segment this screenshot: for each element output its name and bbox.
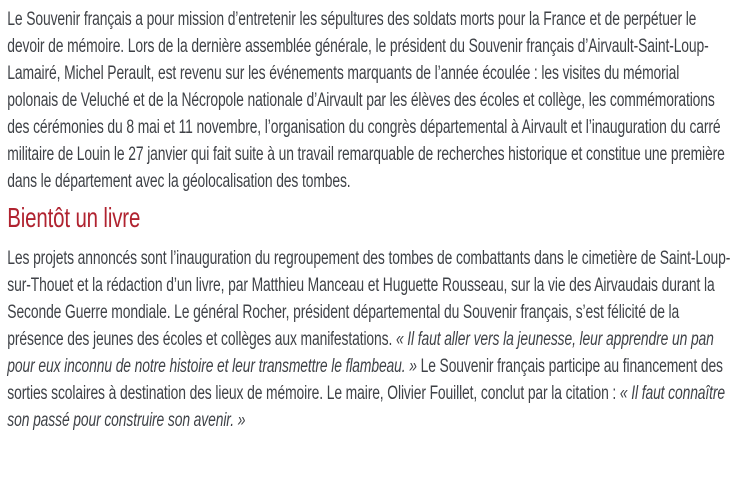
intro-paragraph: Le Souvenir français a pour mission d’entretenir les sépultures des soldats morts pour la France et de perpétuer le devoir de mémoire. Lors de la dernière assemblée générale, le président du Souvenir français d’Airvault-Saint-Loup-Lamairé, Michel Perault, est revenu sur les événements marquants de l’année écoulée : les visites du mémorial polonais de Veluché et de la Nécropole nationale d’Airvault par les élèves des écoles et collège, les commémorations des cérémonies du 8 mai et 11 novembre, l’organisation du congrès départemental à Airvault et l’inauguration du carré militaire de Louin le 27 janvier qui fait suite à un travail remarquable de recherches historique et constitue une première dans le département avec la géolocalisation des tombes. [7, 9, 725, 192]
quote-citation-maire: « Il faut connaître son passé pour construire son avenir. » [7, 383, 726, 431]
paragraph-text-segment: Le Souvenir français participe au financement des sorties scolaires à destination des lieux de mémoire. Le maire, Olivier Fouillet, conclut par la citation : [7, 356, 723, 404]
section-heading: Bientôt un livre [7, 202, 141, 233]
paragraph-text-segment: Les projets annoncés sont l’inauguration du regroupement des tombes de combattants dans le cimetière de Saint-Loup-sur-Thouet et la rédaction d’un livre, par Matthieu Manceau et Huguette Rousseau, sur la vie des Airvaudais durant la Seconde Guerre mondiale. Le général Rocher, président départemental du Souvenir français, s’est félicité de la présence des jeunes des écoles et collèges aux manifestations. [7, 248, 731, 350]
projects-paragraph [7, 245, 733, 434]
quote-jeunesse: « Il faut aller vers la jeunesse, leur apprendre un pan pour eux inconnu de notre histoire et leur transmettre le flambeau. » [7, 329, 714, 377]
